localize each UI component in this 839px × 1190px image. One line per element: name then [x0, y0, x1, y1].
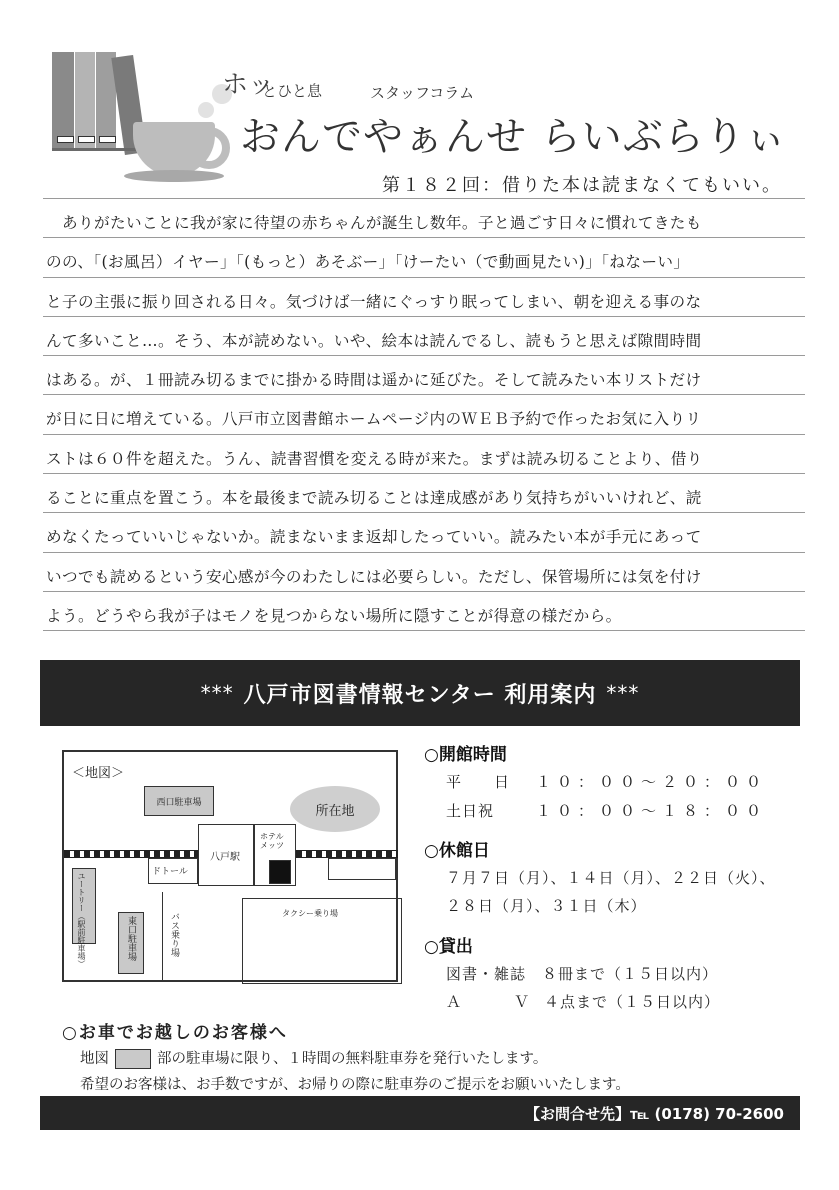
lending-books: 図書・雑誌 ８冊まで（１５日以内）: [446, 965, 719, 983]
steam-bubble-icon: [198, 102, 214, 118]
holiday-label: 土日祝: [446, 802, 495, 820]
west-parking-label: 西口駐車場: [156, 797, 202, 808]
info-banner: [40, 660, 800, 726]
banner-stars-right: ***: [606, 681, 640, 705]
column-title: おんでやぁんせ らいぶらりぃ: [240, 114, 787, 160]
saucer-icon: [124, 170, 224, 182]
column-line: が日に日に増えている。八戸市立図書館ホームページ内のＷＥＢ予約で作ったお気に入りリ: [43, 395, 805, 434]
closed-heading: ○休館日: [424, 841, 490, 861]
access-map: [62, 750, 398, 982]
book-label: [99, 136, 116, 143]
contact-info: 【お問合せ先】℡ (0178) 70-2600: [525, 1104, 784, 1123]
closed-dates: ２８日（月）、３１日（木）: [446, 897, 647, 915]
utry-label: ユートリー（駅前駐車場）: [77, 872, 86, 968]
lending-av-v: Ｖ: [514, 993, 531, 1011]
shelf-icon: [52, 148, 144, 151]
location-label: 所在地: [315, 803, 355, 819]
column-line: ることに重点を置こう。本を最後まで読み切ることは達成感があり気持ちがいいけれど、読: [43, 474, 805, 513]
column-ho-label: ホッ: [222, 70, 275, 100]
contact-footer: [40, 1096, 800, 1130]
weekday-hours: １０：００～２０：００: [536, 773, 768, 791]
hours-heading: ○開館時間: [424, 745, 507, 765]
book-label: [57, 136, 74, 143]
banner-title: 八戸市図書情報センター 利用案内: [243, 682, 597, 708]
location-callout: [290, 786, 380, 832]
column-line: ストは６０件を超えた。うん、読書習慣を変える時が来た。まずは読み切ることより、借り: [43, 435, 805, 474]
lending-av-a: Ａ: [446, 993, 463, 1011]
column-line: はある。が、１冊読み切るまでに掛かる時間は遥かに延びた。そして読みたい本リストだけ: [43, 356, 805, 395]
road-line: [162, 892, 163, 982]
column-sub-label: とひと息: [262, 82, 323, 100]
column-line: のの、「(お風呂）イヤー」「(もっと）あそぶー」「けーたい（で動画見たい)」「ねなーい」: [43, 238, 805, 277]
doutor-label: ドトール: [152, 867, 188, 877]
hotel-label: ホテル メッツ: [260, 832, 284, 850]
west-parking: [144, 786, 214, 816]
building-block: [328, 858, 396, 880]
car-request-note: 希望のお客様は、お手数ですが、お帰りの際に駐車券のご提示をお願いいたします。: [80, 1077, 630, 1093]
closed-dates: ７月７日（月）、１４日（月）、２２日（火）、: [446, 869, 776, 887]
book-label: [78, 136, 95, 143]
station-label: 八戸駅: [210, 852, 240, 863]
column-line: いつでも読めるという安心感が今のわたしには必要らしい。ただし、保管場所には気を付け: [43, 553, 805, 592]
car-heading: ○お車でお越しのお客様へ: [62, 1023, 288, 1043]
episode-title: 第１８２回：借りた本は読まなくてもいい。: [382, 175, 782, 196]
column-line: ありがたいことに我が家に待望の赤ちゃんが誕生し数年。子と過ごす日々に慣れてきたも: [43, 198, 805, 238]
banner-stars-left: ***: [200, 681, 234, 705]
column-line: んて多いこと…。そう、本が読めない。いや、絵本は読んでるし、読もうと思えば隙間時間: [43, 317, 805, 356]
lending-heading: ○貸出: [424, 937, 473, 957]
column-line: と子の主張に振り回される日々。気づけば一緒にぐっすり眠ってしまい、朝を迎える事のな: [43, 278, 805, 317]
railway-line: [64, 850, 198, 858]
parking-swatch-icon: [115, 1049, 151, 1069]
map-label: ＜地図＞: [72, 766, 125, 781]
lending-av-limit: ４点まで（１５日以内）: [544, 993, 721, 1011]
weekday-label: 平 日: [446, 773, 511, 791]
east-parking-label: 東口駐車場: [126, 916, 136, 961]
column-line: よう。どうやら我が子はモノを見つからない場所に隠すことが得意の様だから。: [43, 592, 805, 631]
car-parking-note: [80, 1047, 547, 1069]
column-staff-label: スタッフコラム: [370, 84, 475, 102]
railway-line: [296, 850, 398, 858]
taxi-label: タクシー乗り場: [282, 909, 338, 918]
car-note-text: 部の駐車場に限り、１時間の無料駐車券を発行いたします。: [157, 1051, 548, 1067]
library-marker: [269, 860, 291, 884]
bus-stop-label: バス乗り場: [169, 912, 179, 957]
car-note-prefix: 地図: [80, 1051, 109, 1067]
holiday-hours: １０：００～１８：００: [536, 802, 768, 820]
column-line: めなくたっていいじゃないか。読まないまま返却したっていい。読みたい本が手元にあって: [43, 513, 805, 552]
column-body: [43, 198, 805, 631]
